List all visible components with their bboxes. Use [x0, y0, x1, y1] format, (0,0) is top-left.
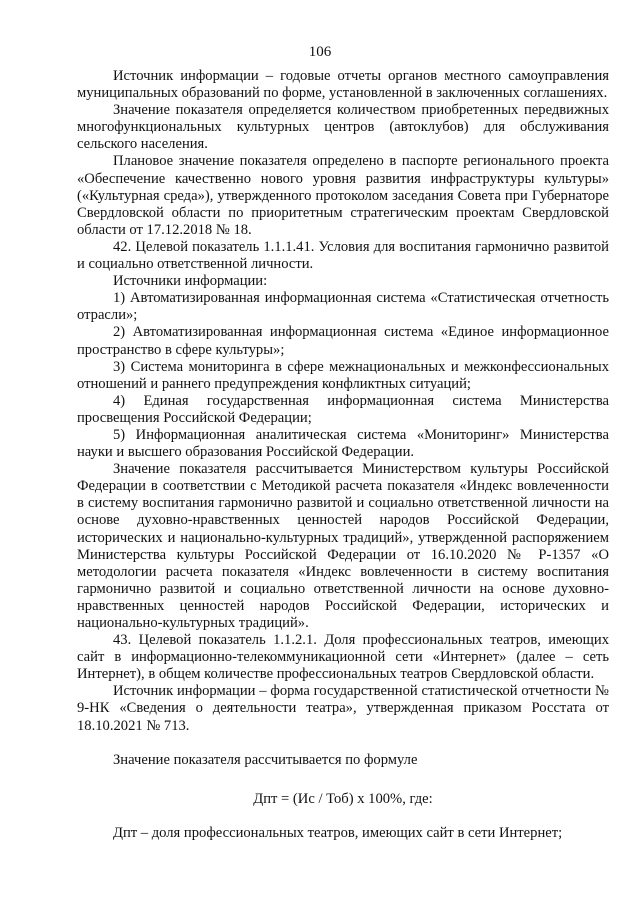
list-item-source-4: 4) Единая государственная информационная система Министерства просвещения Российской Федерации; [77, 392, 609, 426]
list-item-source-2: 2) Автоматизированная информационная система «Единое информационное пространство в сфере культуры»; [77, 324, 609, 358]
paragraph-source-info: Источник информации – годовые отчеты органов местного самоуправления муниципальных образований по форме, установленной в заключенных соглашениях. [77, 68, 609, 102]
list-item-source-1: 1) Автоматизированная информационная система «Статистическая отчетность отрасли»; [77, 290, 609, 324]
spacer [77, 735, 609, 752]
formula: Дпт = (Ис / Тоб) х 100%, где: [253, 790, 433, 807]
paragraph-target-43: 43. Целевой показатель 1.1.2.1. Доля профессиональных театров, имеющих сайт в информационно-телекоммуникационной сети «Интернет» (далее – сеть Интернет), в общем количестве профессиональных театров Свердловской области. [77, 632, 609, 683]
paragraph-sources-heading: Источники информации: [113, 273, 268, 290]
page-number: 106 [308, 44, 332, 60]
paragraph-target-42: 42. Целевой показатель 1.1.1.41. Условия для воспитания гармонично развитой и социально ответственной личности. [77, 238, 609, 273]
spacer [77, 769, 609, 791]
paragraph-indicator-value: Значение показателя определяется количеством приобретенных передвижных многофункциональных культурных центров (автоклубов) для обслуживания сельского населения. [77, 102, 609, 153]
spacer [77, 808, 609, 825]
paragraph-statistical-source: Источник информации – форма государственной статистической отчетности № 9-НК «Сведения о деятельности театра», утвержденная приказом Росстата от 18.10.2021 № 713. [77, 683, 609, 734]
paragraph-calculation-method: Значение показателя рассчитывается Министерством культуры Российской Федерации в соответствии с Методикой расчета показателя «Индекс вовлеченности в систему воспитания гармонично развитой и социально ответственной личности на основе духовно-нравственных ценностей народов Российской Федерации, исторических и национально-культурных традиций», утвержденной распоряжением Министерства культуры Российской Федерации от 16.10.2020 № Р-1357 «О методологии расчета показателя «Индекс вовлеченности в систему воспитания гармонично развитой и социально ответственной личности на основе духовно-нравственных ценностей народов Российской Федерации, исторических и национально-культурных традиций». [77, 461, 609, 631]
paragraph-formula-intro: Значение показателя рассчитывается по формуле [113, 751, 418, 768]
paragraph-definition-dpt: Дпт – доля профессиональных театров, имеющих сайт в сети Интернет; [113, 824, 563, 841]
document-body [77, 68, 609, 842]
list-item-source-3: 3) Система мониторинга в сфере межнациональных и межконфессиональных отношений и раннего предупреждения конфликтных ситуаций; [77, 358, 609, 392]
paragraph-planned-value: Плановое значение показателя определено в паспорте регионального проекта «Обеспечение качественно нового уровня развития инфраструктуры культуры» («Культурная среда»), утвержденного протоколом заседания Совета при Губернаторе Свердловской области по приоритетным стратегическим проектам Свердловской области от 17.12.2018 № 18. [77, 153, 609, 238]
list-item-source-5: 5) Информационная аналитическая система «Мониторинг» Министерства науки и высшего образования Российской Федерации. [77, 426, 609, 461]
